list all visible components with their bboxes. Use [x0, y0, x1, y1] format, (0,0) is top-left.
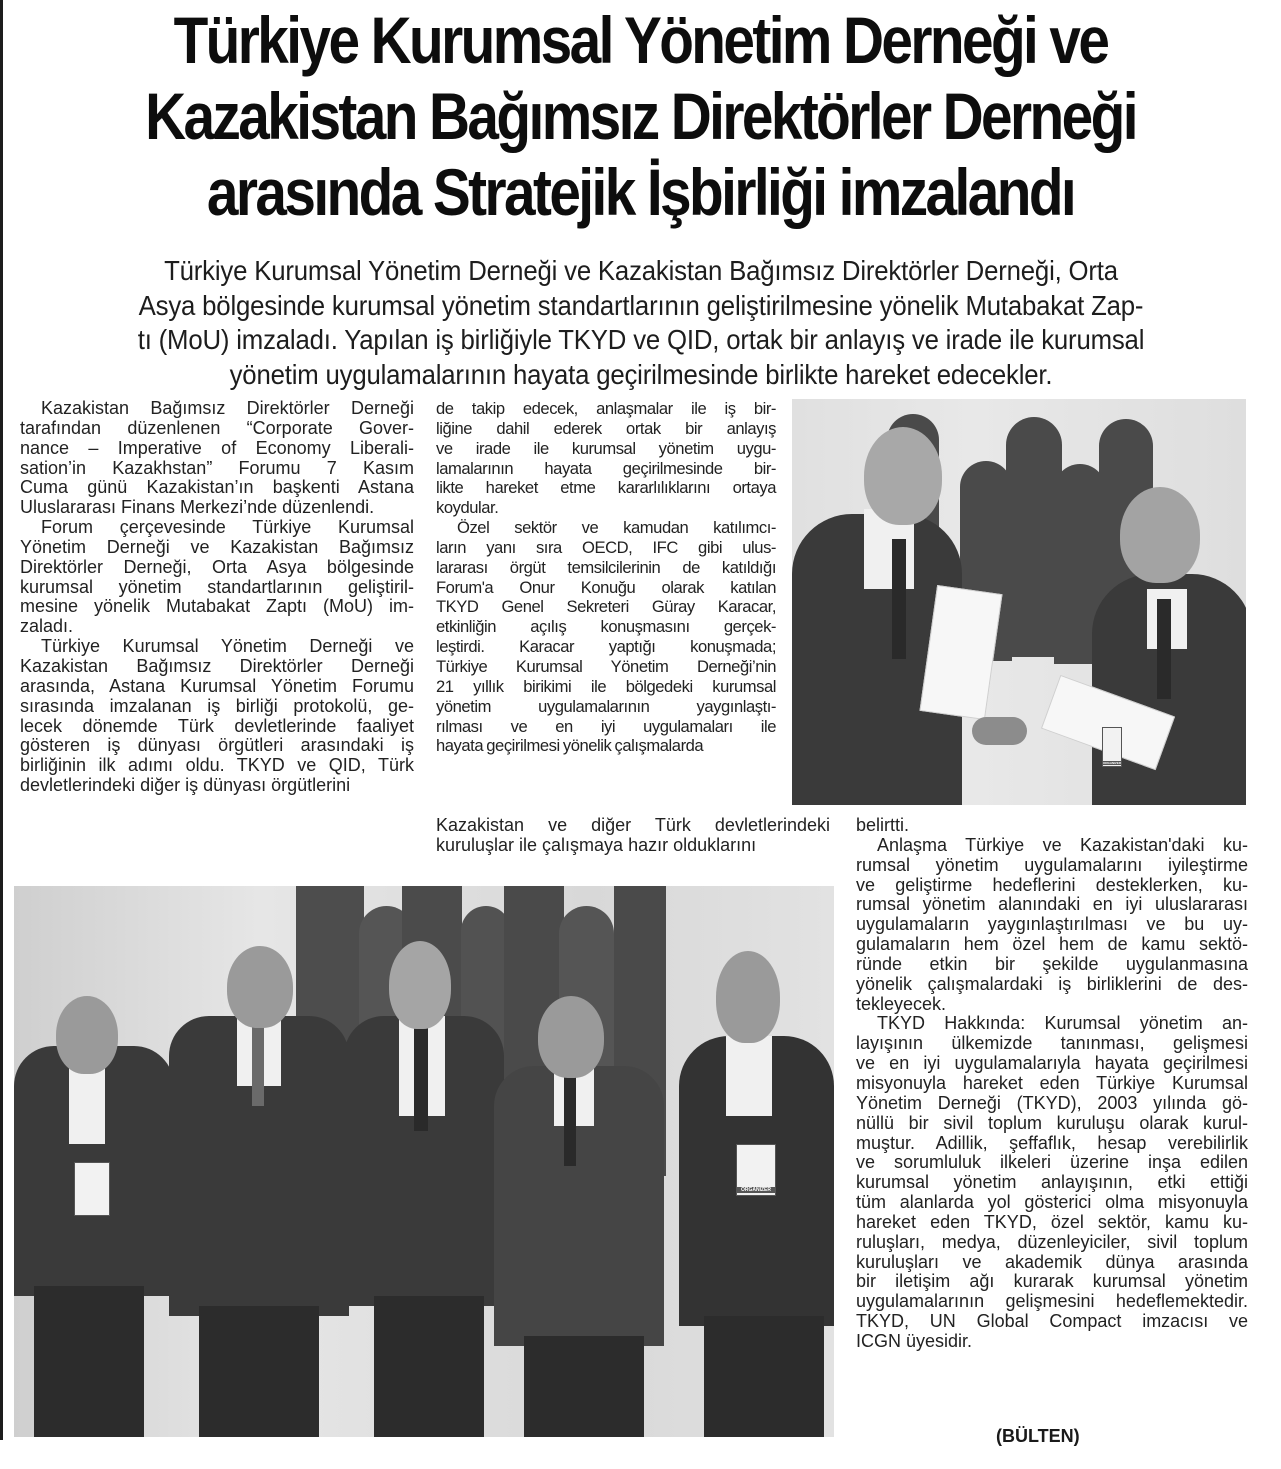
body-text-line: kurumsal yönetim standartlarının geliştiril- — [20, 576, 414, 597]
body-text-line: ve irade ile kurumsal yönetim uygu- — [436, 438, 776, 458]
body-text-line: Yönetim Derneği (TKYD), 2003 yılında gö- — [856, 1092, 1248, 1113]
body-text-line: sation’in Kazakhstan” Forumu 7 Kasım — [20, 457, 414, 478]
body-text-line: belirtti. — [856, 815, 910, 835]
person-right — [792, 399, 1246, 805]
name-badge — [1102, 727, 1122, 767]
body-text-line: TKYD Genel Sekreteri Güray Karacar, — [436, 597, 776, 617]
body-text-line: kuruluşlar ile çalışmaya hazır olduklarını — [436, 834, 757, 855]
organizer-badge — [736, 1144, 776, 1196]
lede-line: Asya bölgesinde kurumsal yönetim standartlarının geliştirilmesine yönelik Mutabakat Zap- — [138, 289, 1144, 321]
body-text-line: koydular. — [436, 498, 499, 518]
body-text-line: ve sorumluluk ilkeleri üzerine inşa edilen — [856, 1152, 1248, 1173]
body-text-line: hayata geçirilmesi yönelik çalışmalarda — [436, 736, 704, 756]
handshake — [972, 717, 1027, 745]
body-text-line: rumsal yönetim alanındaki en iyi uluslararası — [856, 894, 1248, 915]
body-text-line: sırasında imzalanan iş birliği protokolü, ge- — [20, 695, 414, 716]
body-text-line: nüllü bir sivil toplum kuruluşu olarak kurul- — [856, 1112, 1248, 1133]
body-text-line: Cuma günü Kazakistan’ın başkenti Astana — [20, 477, 414, 498]
body-text-line: ruluşları, medya, düzenleyiciler, sivil toplum — [856, 1231, 1248, 1252]
lede-paragraph — [30, 254, 1252, 392]
group-photo — [14, 886, 834, 1437]
body-text-line: Forum'a Onur Konuğu olarak katılan — [436, 577, 776, 597]
body-text-line: Kazakistan Bağımsız Direktörler Derneği — [20, 655, 414, 676]
body-text-line: Kazakistan ve diğer Türk devletlerindeki — [436, 815, 830, 835]
body-text-line: etkinliğin açılış konuşmasını gerçek- — [436, 617, 776, 637]
body-text-line: TKYD Hakkında: Kurumsal yönetim an- — [877, 1013, 1248, 1034]
lede-line: Türkiye Kurumsal Yönetim Derneği ve Kazakistan Bağımsız Direktörler Derneği, Orta — [164, 255, 1118, 286]
body-text-line: uygulamaların yaygınlaştırılması ve bu uy- — [856, 914, 1248, 935]
group-person-5 — [14, 886, 834, 1437]
body-text-line: ve geliştirme hedeflerini desteklerken, ku- — [856, 874, 1248, 895]
body-text-line: misyonuyla hareket eden Türkiye Kurumsal — [856, 1072, 1248, 1093]
body-text-line: Forum çerçevesinde Türkiye Kurumsal — [41, 517, 414, 538]
headline-line: Kazakistan Bağımsız Direktörler Derneği — [145, 79, 1136, 153]
body-text-line: rumsal yönetim uygulamalarını iyileştirme — [856, 854, 1248, 875]
body-text-line: muştur. Adillik, şeffaflık, hesap verebilirlik — [856, 1132, 1248, 1153]
body-text-line: gösteren iş dünyası örgütleri arasındaki iş — [20, 735, 414, 756]
body-text-line: de takip edecek, anlaşmalar ile iş bir- — [436, 399, 776, 418]
source-tag: (BÜLTEN) — [996, 1426, 1080, 1446]
badge-label: ORGANIZER — [1103, 761, 1121, 765]
body-text-line: devletlerindeki diğer iş dünyası örgütlerini — [20, 775, 351, 796]
body-text-line: nance – Imperative of Economy Liberali- — [20, 437, 414, 458]
body-text-line: 21 yıllık birikimi ile bölgedeki kurumsal — [436, 676, 776, 696]
body-text-line: bir iletişim ağı kurarak kurumsal yönetim — [856, 1271, 1248, 1292]
body-text-line: kurumsal yönetim anlayışının, etki ettiği — [856, 1172, 1248, 1193]
body-text-line: ların yanı sıra OECD, IFC gibi ulus- — [436, 537, 776, 557]
body-text-line: leştirdi. Karacar yaptığı konuşmada; — [436, 637, 776, 657]
body-column-2 — [436, 399, 776, 756]
signing-ceremony-photo — [792, 399, 1246, 805]
body-text-line: mesine yönelik Mutabakat Zaptı (MoU) im- — [20, 596, 414, 617]
body-text-line: hareket eden TKYD, özel sektör, kamu ku- — [856, 1211, 1248, 1232]
body-text-line: uygulamalarının gelişmesini hedeflemektedir. — [856, 1291, 1248, 1312]
body-text-line: likte hareket etme kararlılıklarını ortaya — [436, 478, 776, 498]
body-text-line: Uluslararası Finans Merkezi’nde düzenlendi. — [20, 497, 375, 518]
body-column-3 — [856, 816, 1248, 1352]
body-text-line: Türkiye Kurumsal Yönetim Derneği’nin — [436, 656, 776, 676]
body-text-line: tarafından düzenlenen “Corporate Gover- — [20, 417, 414, 438]
lede-line: yönetim uygulamalarının hayata geçirilmesinde birlikte hareket edecekler. — [229, 358, 1053, 390]
body-column-2-continued — [436, 816, 830, 856]
body-text-line: tekleyecek. — [856, 993, 947, 1014]
body-text-line: Direktörler Derneği, Orta Asya bölgesinde — [20, 556, 414, 577]
body-text-line: Anlaşma Türkiye ve Kazakistan'daki ku- — [877, 834, 1248, 855]
badge-label: ORGANIZER — [737, 1187, 775, 1193]
body-text-line: gulamaların hem özel hem de kamu sektö- — [856, 934, 1248, 955]
lede-line: tı (MoU) imzaladı. Yapılan iş birliğiyle TKYD ve QID, ortak bir anlayış ve irade ile kurumsal — [137, 324, 1145, 355]
body-text-line: tüm alanlarda yol gösterici olma misyonuyla — [856, 1192, 1248, 1213]
body-text-line: TKYD, UN Global Compact imzacısı ve — [856, 1311, 1248, 1332]
body-text-line: Özel sektör ve kamudan katılımcı- — [457, 518, 776, 538]
body-text-line: ICGN üyesidir. — [856, 1330, 973, 1351]
body-text-line: layışının ülkemizde tanınması, gelişmesi — [856, 1033, 1248, 1054]
body-text-line: Yönetim Derneği ve Kazakistan Bağımsız — [20, 536, 414, 557]
body-text-line: lararası örgüt temsilcilerinin de katıldığı — [436, 557, 776, 577]
body-text-line: lecek dönemde Türk devletlerinde faaliyet — [20, 715, 414, 736]
body-text-line: rılması ve en iyi uygulamaları ile — [436, 716, 776, 736]
body-text-line: ve en iyi uygulamalarıyla hayata geçirilmesi — [856, 1053, 1248, 1074]
body-text-line: yönelik çalışmalardaki iş birliklerini de des- — [856, 973, 1248, 994]
body-text-line: yönetim uygulamalarının yaygınlaştı- — [436, 696, 776, 716]
body-text-line: Kazakistan Bağımsız Direktörler Derneği — [41, 398, 414, 418]
body-text-line: arasında, Astana Kurumsal Yönetim Forumu — [20, 675, 414, 696]
body-text-line: lamalarının hayata geçirilmesinde bir- — [436, 458, 776, 478]
body-text-line: ründe etkin bir şekilde uygulanmasına — [856, 953, 1248, 974]
body-text-line: Türkiye Kurumsal Yönetim Derneği ve — [41, 636, 414, 657]
body-column-1 — [20, 399, 414, 796]
headline-line: arasında Stratejik İşbirliği imzalandı — [206, 155, 1075, 229]
headline — [0, 2, 1281, 230]
body-text-line: kuruluşları ve akademik dünya arasında — [856, 1251, 1248, 1272]
headline-line: Türkiye Kurumsal Yönetim Derneği ve — [173, 3, 1108, 77]
body-text-line: zaladı. — [20, 616, 74, 637]
body-text-line: birliğinin ilk adımı oldu. TKYD ve QID, Türk — [20, 755, 414, 776]
body-text-line: liğine dahil ederek ortak bir anlayış — [436, 418, 776, 438]
